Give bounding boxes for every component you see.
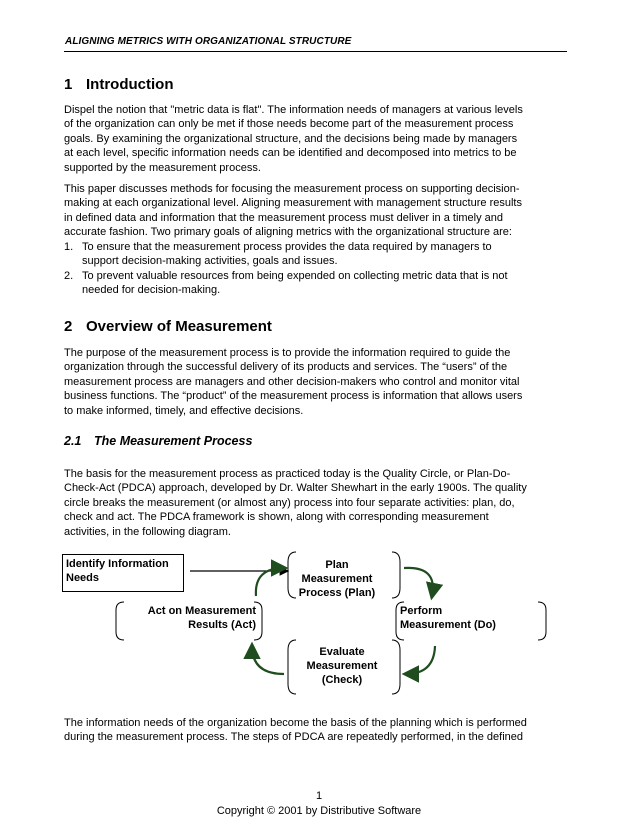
- text-line: check and act. The PDCA framework is shown, along with corresponding measurement: [64, 511, 489, 524]
- list-item: [64, 269, 568, 298]
- text-line: accurate fashion. Two primary goals of aligning metrics with the organizational structure are:: [64, 226, 512, 239]
- page-number: 1: [315, 790, 323, 802]
- text-line: To ensure that the measurement process provides the data required by managers to: [82, 241, 492, 253]
- identify-information-needs-box: [62, 554, 184, 592]
- text-line: Needs: [66, 572, 100, 584]
- text-line: Dispel the notion that "metric data is flat". The information needs of managers at various levels: [64, 104, 523, 116]
- check-bracket-right: [392, 640, 400, 694]
- text-line: To prevent valuable resources from being expended on collecting metric data that is not: [82, 269, 508, 282]
- text-line: Process (Plan): [298, 587, 376, 599]
- list-marker: 1.: [64, 241, 74, 253]
- text-line: The basis for the measurement process as practiced today is the Quality Circle, or Plan-Do-: [64, 468, 511, 480]
- text-line: needed for decision-making.: [82, 284, 221, 297]
- text-line: Measurement: [306, 660, 378, 672]
- text-line: Act on Measurement: [147, 605, 256, 617]
- text-line: in defined data and information that the measurement process must deliver in a timely and: [64, 211, 504, 224]
- plan-bracket-right: [392, 552, 400, 598]
- text-line: goals. By examining the organizational structure, and the decisions being made by managers: [64, 132, 518, 145]
- check-to-act-arrow: [252, 646, 284, 674]
- text-line: Measurement: [301, 573, 373, 585]
- list-item: [64, 240, 568, 269]
- text-line: The information needs of the organization become the basis of the planning which is performed: [64, 717, 527, 729]
- subsection-2-1-heading: [64, 434, 252, 448]
- plan-node: [292, 558, 382, 600]
- text-line: (Check): [321, 674, 363, 686]
- check-bracket-left: [288, 640, 296, 694]
- pdca-diagram: [60, 546, 570, 706]
- goals-list: [64, 240, 568, 298]
- header-rule: [64, 51, 567, 52]
- text-line: making at each organizational level. Aligning measurement with management structure results: [64, 197, 522, 210]
- text-line: This paper discusses methods for focusing the measurement process on supporting decision-: [64, 183, 520, 195]
- overview-paragraph: [64, 346, 568, 418]
- text-line: at each level, specific information needs can be identified and decomposed into metrics to be: [64, 147, 517, 160]
- do-to-check-arrow: [406, 646, 435, 674]
- act-node: [120, 604, 256, 632]
- intro-paragraph-2: [64, 182, 568, 240]
- section-number: 2: [64, 318, 73, 335]
- section-number: 1: [64, 76, 73, 93]
- do-node: [400, 604, 518, 632]
- plan-to-do-arrow: [404, 568, 433, 596]
- intro-paragraph-1: [64, 103, 568, 175]
- text-line: Plan: [325, 559, 349, 571]
- section-1-heading: [64, 76, 173, 93]
- measurement-process-paragraph: [64, 467, 568, 539]
- closing-paragraph: [64, 716, 568, 745]
- running-header: ALIGNING METRICS WITH ORGANIZATIONAL STRUCTURE: [65, 36, 352, 47]
- text-line: The purpose of the measurement process is to provide the information required to guide the: [64, 347, 511, 359]
- list-marker: 2.: [64, 269, 74, 282]
- text-line: business functions. The “product” of the measurement process is information that allows users: [64, 390, 523, 403]
- text-line: during the measurement process. The steps of PDCA are repeatedly performed, in the defined: [64, 731, 523, 744]
- text-line: Evaluate: [319, 646, 365, 658]
- text-line: organization through the successful delivery of its products and services. The “users” of the: [64, 361, 508, 374]
- text-line: activities, in the following diagram.: [64, 525, 231, 538]
- section-title: Overview of Measurement: [86, 318, 272, 335]
- text-line: Identify Information: [66, 558, 169, 570]
- copyright-footer: Copyright © 2001 by Distributive Software: [216, 805, 422, 817]
- text-line: Check-Act (PDCA) approach, developed by Dr. Walter Shewhart in the early 1900s. The quality: [64, 482, 527, 495]
- act-to-plan-arrow: [256, 568, 284, 596]
- text-line: supported by the measurement process.: [64, 161, 261, 174]
- section-title: Introduction: [86, 76, 174, 93]
- check-node: [302, 645, 382, 687]
- text-line: Results (Act): [188, 619, 256, 631]
- text-line: measurement process are managers and other decision-makers who control and monitor vital: [64, 375, 520, 388]
- section-number: 2.1: [64, 434, 82, 448]
- text-line: circle breaks the measurement (or almost any) process into four separate activities: plan, do,: [64, 496, 515, 509]
- text-line: to make informed, timely, and effective decisions.: [64, 404, 304, 417]
- section-title: The Measurement Process: [94, 434, 253, 448]
- text-line: Measurement (Do): [400, 619, 496, 631]
- do-bracket-right: [538, 602, 546, 640]
- section-2-heading: [64, 318, 272, 335]
- text-line: support decision-making activities, goals and issues.: [82, 255, 338, 268]
- text-line: of the organization can only be met if those needs become part of the measurement process: [64, 118, 514, 131]
- text-line: Perform: [400, 605, 443, 617]
